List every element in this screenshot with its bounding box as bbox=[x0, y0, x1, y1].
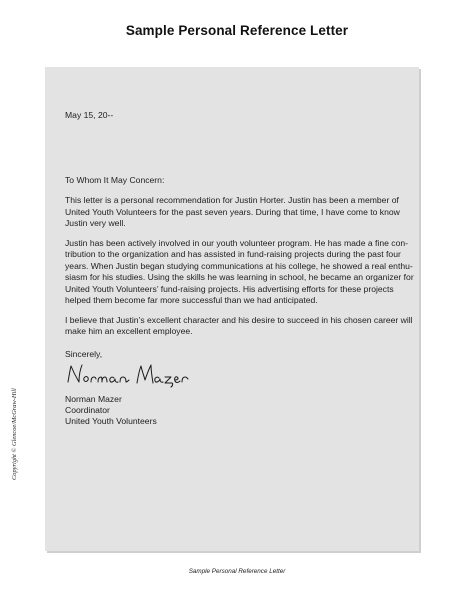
page-title: Sample Personal Reference Letter bbox=[125, 23, 349, 38]
paragraph-line: Justin very well. bbox=[65, 218, 126, 229]
copyright-notice: Copyright © Glencoe/McGraw-Hill bbox=[11, 388, 18, 480]
letter-panel bbox=[45, 67, 419, 551]
letter-salutation: To Whom It May Concern: bbox=[65, 175, 165, 186]
paragraph-line: United Youth Volunteers for the past seven years. During that time, I have come to know bbox=[65, 206, 400, 217]
paragraph-line: United Youth Volunteers’ fund-raising projects. His advertising efforts for these projects bbox=[65, 283, 394, 294]
paragraph-line: make him an excellent employee. bbox=[65, 326, 193, 337]
letter-body bbox=[65, 110, 414, 428]
paragraph-line: This letter is a personal recommendation for Justin Horter. Justin has been a member of bbox=[65, 195, 399, 206]
paragraph-line: Justin has been actively involved in our youth volunteer program. He has made a fine con- bbox=[65, 238, 408, 249]
letter-date: May 15, 20-- bbox=[65, 110, 114, 120]
paragraph-line: tribution to the organization and has assisted in fund-raising projects during the past four bbox=[65, 249, 401, 260]
paragraph-line: helped them become far more successful than we had anticipated. bbox=[65, 295, 318, 306]
signature-image bbox=[65, 362, 195, 388]
letter-paragraph-2 bbox=[65, 238, 414, 306]
paragraph-line: I believe that Justin’s excellent character and his desire to succeed in his chosen career will bbox=[65, 314, 413, 325]
letter-paragraph-3 bbox=[65, 314, 413, 338]
signer-title: Coordinator bbox=[65, 405, 110, 415]
letter-closing: Sincerely, bbox=[65, 348, 103, 359]
signer-name: Norman Mazer bbox=[65, 393, 122, 404]
signer-organization: United Youth Volunteers bbox=[65, 416, 157, 427]
paragraph-line: years. When Justin began studying communications at his college, he showed a real enthu- bbox=[65, 260, 413, 271]
paragraph-line: siasm for his studies. Using the skills he was learning in school, he became an organizer for bbox=[65, 272, 414, 283]
signer-block bbox=[65, 394, 405, 428]
letter-paragraph-1 bbox=[65, 195, 405, 229]
footer-caption: Sample Personal Reference Letter bbox=[188, 568, 286, 575]
